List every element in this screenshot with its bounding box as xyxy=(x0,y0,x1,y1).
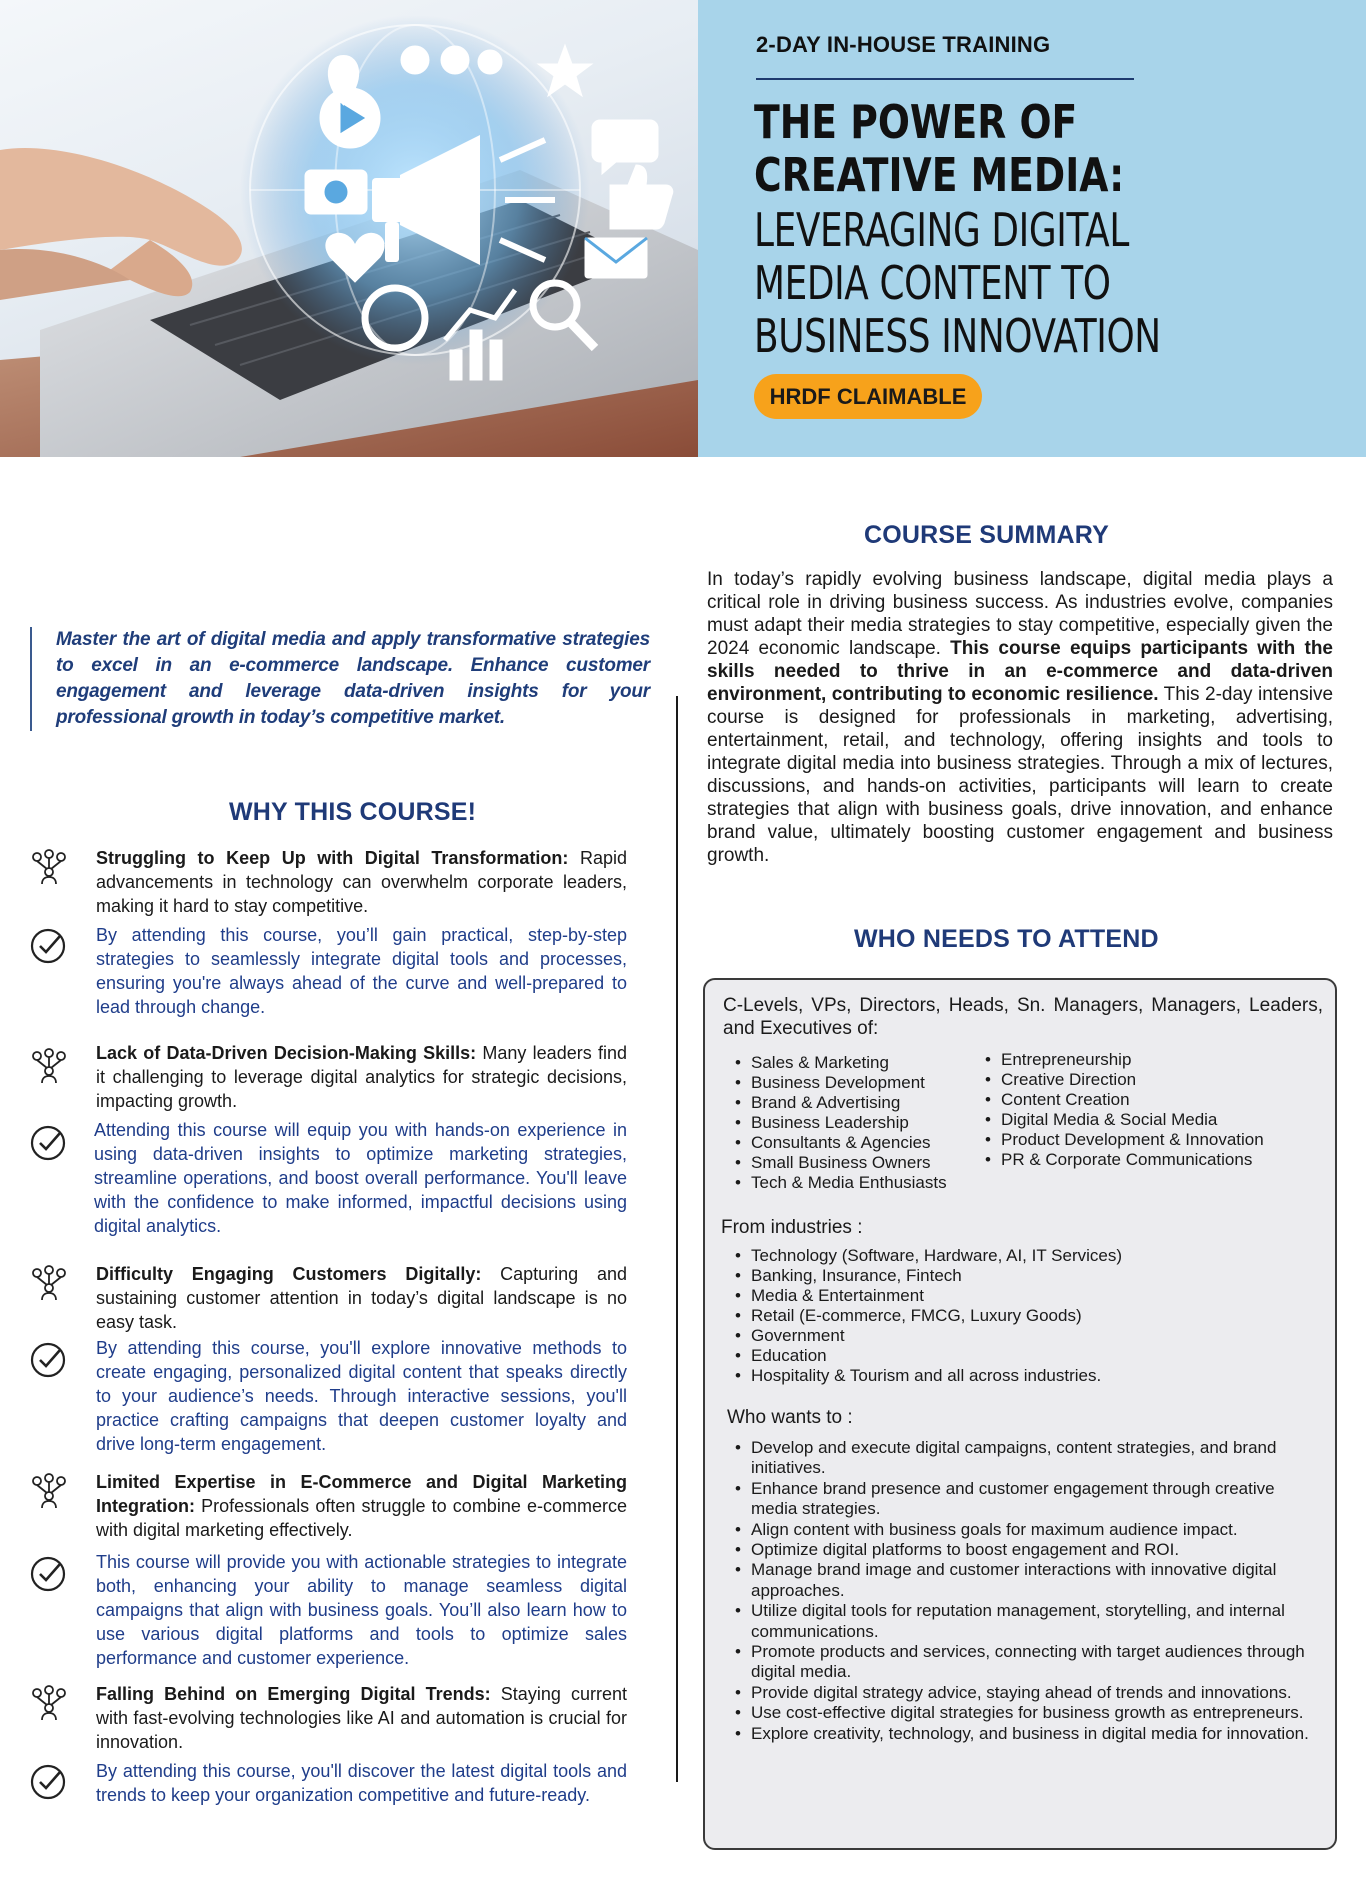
who-attend-heading: WHO NEEDS TO ATTEND xyxy=(854,925,1159,953)
industries-list xyxy=(735,1246,1122,1386)
list-item: • Government xyxy=(735,1326,1122,1346)
problem-description: Many leaders find it challenging to leverage digital analytics for strategic decisions, impacting growth. xyxy=(96,1043,627,1111)
check-circle-icon xyxy=(28,1552,70,1594)
network-people-icon xyxy=(28,1684,70,1726)
check-circle-icon xyxy=(28,1338,70,1380)
hrdf-claimable-badge: HRDF CLAIMABLE xyxy=(754,374,982,419)
title-line: BUSINESS INNOVATION xyxy=(754,309,1161,363)
why-course-heading: WHY THIS COURSE! xyxy=(229,798,477,826)
laptop-digital-media-illustration xyxy=(0,0,698,457)
check-circle-icon xyxy=(28,1760,70,1802)
list-item: • Content Creation xyxy=(985,1090,1264,1110)
title-line: CREATIVE MEDIA: xyxy=(754,148,1125,202)
list-item: • Use cost-effective digital strategies for business growth as entrepreneurs. xyxy=(735,1703,1315,1723)
list-item: • Product Development & Innovation xyxy=(985,1130,1264,1150)
roles-list-left xyxy=(735,1053,947,1193)
list-item: • Digital Media & Social Media xyxy=(985,1110,1264,1130)
problem-text xyxy=(96,1470,627,1542)
course-title-subtitle xyxy=(754,204,1191,363)
list-item: • Enhance brand presence and customer engagement through creative media strategies. xyxy=(735,1479,1315,1520)
problem-text xyxy=(96,1262,627,1334)
list-item: • Creative Direction xyxy=(985,1070,1264,1090)
summary-highlight: This course equips participants with the skills needed to thrive in an e-commerce and data-driven environment, contributing to economic resilience. xyxy=(707,638,1333,705)
problem-description: Rapid advancements in technology can overwhelm corporate leaders, making it hard to stay competitive. xyxy=(96,848,628,916)
network-people-icon xyxy=(28,1264,70,1306)
list-item: • Business Leadership xyxy=(735,1113,947,1133)
check-circle-icon xyxy=(28,924,70,966)
check-circle-icon xyxy=(28,1121,70,1163)
list-item: • Hospitality & Tourism and all across industries. xyxy=(735,1366,1122,1386)
list-item: • Sales & Marketing xyxy=(735,1053,947,1073)
who-wants-list xyxy=(735,1438,1315,1744)
problem-title: Lack of Data-Driven Decision-Making Skills: xyxy=(96,1043,477,1063)
solution-text: By attending this course, you'll discover the latest digital tools and trends to keep your organization competitive and future-ready. xyxy=(96,1761,627,1805)
course-summary-heading: COURSE SUMMARY xyxy=(864,521,1109,549)
industries-label: From industries : xyxy=(721,1217,863,1238)
hero-banner xyxy=(0,0,1366,457)
problem-description: Professionals often struggle to combine e-commerce with digital marketing effectively. xyxy=(96,1496,627,1540)
list-item: • Explore creativity, technology, and business in digital media for innovation. xyxy=(735,1724,1315,1744)
list-item: • Business Development xyxy=(735,1073,947,1093)
problem-title: Limited Expertise in E-Commerce and Digital Marketing Integration: xyxy=(96,1472,627,1516)
list-item: • Education xyxy=(735,1346,1122,1366)
list-item: • Manage brand image and customer interactions with innovative digital approaches. xyxy=(735,1560,1315,1601)
list-item: • Retail (E-commerce, FMCG, Luxury Goods) xyxy=(735,1306,1122,1326)
title-line: LEVERAGING DIGITAL xyxy=(754,203,1129,257)
course-title-bold xyxy=(754,96,1213,202)
problem-title: Difficulty Engaging Customers Digitally: xyxy=(96,1264,482,1284)
column-divider xyxy=(676,696,678,1782)
problem-description: Staying current with fast-evolving technologies like AI and automation is crucial for innovation. xyxy=(96,1684,627,1752)
eyebrow-divider xyxy=(756,78,1134,80)
list-item: • Align content with business goals for maximum audience impact. xyxy=(735,1520,1315,1540)
network-people-icon xyxy=(28,848,70,890)
intro-callout xyxy=(30,627,650,731)
roles-list-right xyxy=(985,1050,1264,1170)
solution-text: By attending this course, you'll explore innovative methods to create engaging, personalized digital content that speaks directly to your audience’s needs. Through interactive sessions, you'll practice crafting campaigns that deepen customer loyalty and drive long-term engagement. xyxy=(96,1338,627,1454)
list-item: • Technology (Software, Hardware, AI, IT Services) xyxy=(735,1246,1122,1266)
network-people-icon xyxy=(28,1472,70,1514)
training-type-label: 2-DAY IN-HOUSE TRAINING xyxy=(756,32,1051,57)
list-item: • Entrepreneurship xyxy=(985,1050,1264,1070)
solution-text: Attending this course will equip you with hands-on experience in using data-driven insights to optimize marketing strategies, streamline operations, and boost overall performance. You'll leave with the confidence to make informed, impactful decisions using digital analytics. xyxy=(94,1120,627,1236)
problem-title: Falling Behind on Emerging Digital Trends: xyxy=(96,1684,491,1704)
list-item: • Promote products and services, connecting with target audiences through digital media. xyxy=(735,1642,1315,1683)
course-summary-text xyxy=(707,568,1333,867)
problem-text xyxy=(96,846,627,918)
who-attend-box xyxy=(703,978,1337,1850)
problem-text xyxy=(96,1041,627,1113)
problem-description: Capturing and sustaining customer attention in today’s digital landscape is no easy task. xyxy=(96,1264,627,1332)
summary-part: In today’s rapidly evolving business landscape, digital media plays a critical role in driving business success. As industries evolve, companies must adapt their media strategies to stay competitive, especially given the 2024 economic landscape. xyxy=(707,569,1333,659)
problem-text xyxy=(96,1682,627,1754)
network-people-icon xyxy=(28,1047,70,1089)
list-item: • PR & Corporate Communications xyxy=(985,1150,1264,1170)
attend-lead: C-Levels, VPs, Directors, Heads, Sn. Managers, Managers, Leaders, and Executives of: xyxy=(723,995,1323,1039)
list-item: • Banking, Insurance, Fintech xyxy=(735,1266,1122,1286)
list-item: • Brand & Advertising xyxy=(735,1093,947,1113)
solution-text: This course will provide you with actionable strategies to integrate both, enhancing your ability to manage seamless digital campaigns that align with business goals. You’ll also learn how to use various digital platforms and tools to optimize sales performance and customer experience. xyxy=(96,1552,627,1668)
problem-title: Struggling to Keep Up with Digital Transformation: xyxy=(96,848,569,868)
list-item: • Consultants & Agencies xyxy=(735,1133,947,1153)
who-wants-label: Who wants to : xyxy=(727,1407,853,1428)
list-item: • Develop and execute digital campaigns, content strategies, and brand initiatives. xyxy=(735,1438,1315,1479)
summary-part: This 2-day intensive course is designed for professionals in marketing, advertising, entertainment, retail, and technology, offering insights and tools to integrate digital media into business strategies. Through a mix of lectures, discussions, and hands-on activities, participants will learn to create strategies that align with business goals, drive innovation, and enhance brand value, ultimately boosting customer engagement and business growth. xyxy=(707,684,1334,866)
list-item: • Tech & Media Enthusiasts xyxy=(735,1173,947,1193)
title-line: THE POWER OF xyxy=(754,95,1078,149)
list-item: • Provide digital strategy advice, staying ahead of trends and innovations. xyxy=(735,1683,1315,1703)
intro-text: Master the art of digital media and apply transformative strategies to excel in an e-commerce landscape. Enhance customer engagement and leverage data-driven insights for your professional growth in today’s competitive market. xyxy=(56,629,650,728)
hero-photo xyxy=(0,0,698,457)
list-item: • Optimize digital platforms to boost engagement and ROI. xyxy=(735,1540,1315,1560)
solution-text: By attending this course, you’ll gain practical, step-by-step strategies to seamlessly integrate digital tools and processes, ensuring you're always ahead of the curve and well-prepared to lead through change. xyxy=(96,925,627,1017)
title-line: MEDIA CONTENT TO xyxy=(754,256,1111,310)
list-item: • Small Business Owners xyxy=(735,1153,947,1173)
list-item: • Media & Entertainment xyxy=(735,1286,1122,1306)
list-item: • Utilize digital tools for reputation management, storytelling, and internal communications. xyxy=(735,1601,1315,1642)
